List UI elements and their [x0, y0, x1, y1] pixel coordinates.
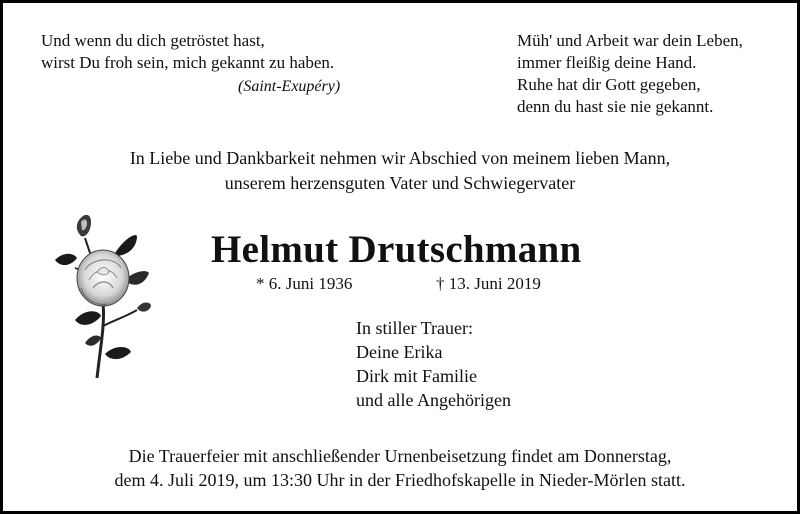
quote-left-line: Und wenn du dich getröstet hast, — [41, 31, 265, 50]
quote-right-line: denn du hast sie nie gekannt. — [517, 97, 714, 116]
intro-line: In Liebe und Dankbarkeit nehmen wir Abschied von meinem lieben Mann, — [129, 148, 671, 168]
rose-icon — [45, 208, 155, 383]
funeral-line: dem 4. Juli 2019, um 13:30 Uhr in der Friedhofskapelle in Nieder-Mörlen statt. — [114, 470, 686, 490]
deceased-name: Helmut Drutschmann — [211, 228, 582, 271]
quote-attribution: (Saint-Exupéry) — [238, 78, 341, 95]
funeral-line: Die Trauerfeier mit anschließender Urnenbeisetzung findet am Donnerstag, — [128, 446, 672, 466]
birth-date: * 6. Juni 1936 — [256, 274, 353, 293]
funeral-details — [3, 444, 797, 492]
quote-right — [517, 30, 743, 118]
quote-left-line: wirst Du froh sein, mich gekannt zu haben. — [41, 53, 335, 72]
mourners-line: In stiller Trauer: — [356, 318, 473, 338]
quote-left — [41, 30, 334, 74]
mourners-list — [356, 316, 511, 412]
mourners-line: Dirk mit Familie — [356, 366, 477, 386]
quote-right-line: Ruhe hat dir Gott gegeben, — [517, 75, 701, 94]
quote-right-line: immer fleißig deine Hand. — [517, 53, 697, 72]
mourners-line: und alle Angehörigen — [356, 390, 511, 410]
quote-right-line: Müh' und Arbeit war dein Leben, — [517, 31, 743, 50]
death-date: † 13. Juni 2019 — [436, 274, 541, 293]
intro-line: unserem herzensguten Vater und Schwiegervater — [224, 173, 576, 193]
intro-text — [3, 146, 797, 196]
mourners-line: Deine Erika — [356, 342, 443, 362]
